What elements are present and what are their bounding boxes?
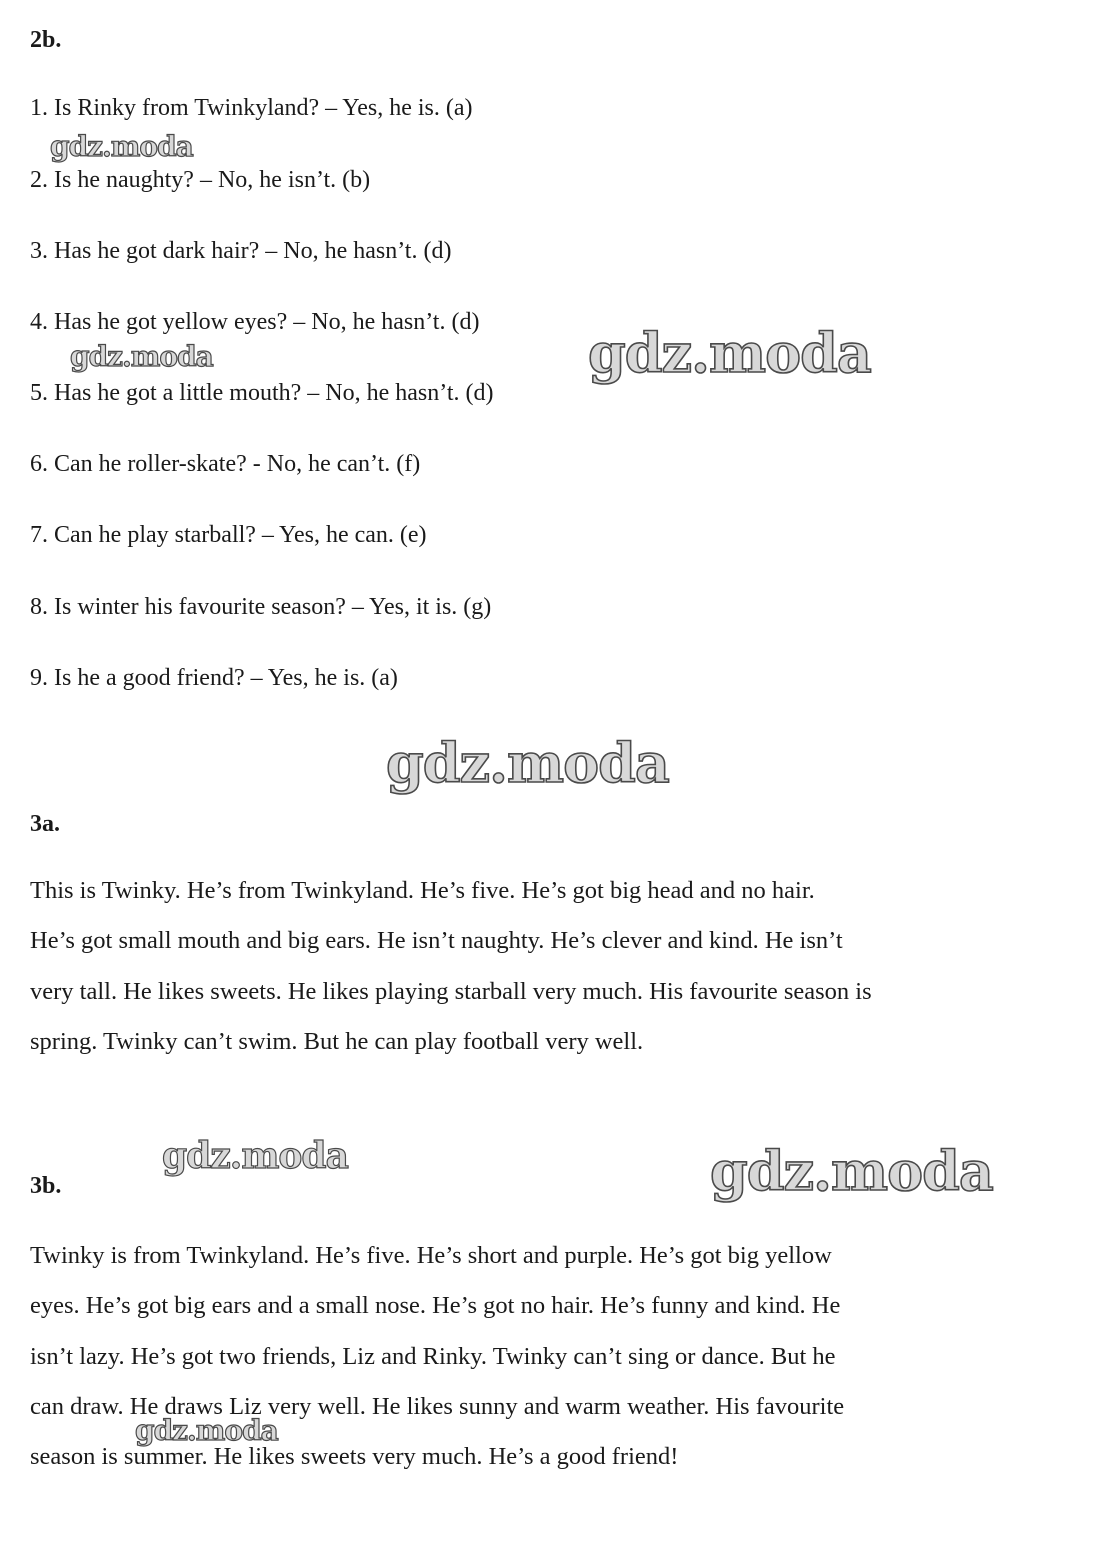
qa-item-9: 9. Is he a good friend? – Yes, he is. (a) xyxy=(30,665,398,691)
paragraph-line: very tall. He likes sweets. He likes playing starball very much. His favourite season is xyxy=(30,977,872,1005)
watermark: gdz.moda xyxy=(386,731,669,795)
watermark: gdz.moda xyxy=(162,1135,348,1177)
paragraph-line: This is Twinky. He’s from Twinkyland. He’s five. He’s got big head and no hair. xyxy=(30,877,815,904)
watermark: gdz.moda xyxy=(710,1139,993,1203)
section-3a-heading: 3a. xyxy=(30,811,60,837)
qa-item-1: 1. Is Rinky from Twinkyland? – Yes, he is. (a) xyxy=(30,95,473,121)
qa-item-8: 8. Is winter his favourite season? – Yes, it is. (g) xyxy=(30,594,492,620)
watermark: gdz.moda xyxy=(50,130,193,163)
qa-item-7: 7. Can he play starball? – Yes, he can. (e) xyxy=(30,522,427,548)
paragraph-line: spring. Twinky can’t swim. But he can play football very well. xyxy=(30,1027,644,1055)
watermark: gdz.moda xyxy=(70,340,213,373)
qa-item-4: 4. Has he got yellow eyes? – No, he hasn’t. (d) xyxy=(30,309,480,335)
paragraph-line: He’s got small mouth and big ears. He isn’t naughty. He’s clever and kind. He isn’t xyxy=(30,927,843,955)
watermark: gdz.moda xyxy=(588,321,871,385)
paragraph-line: Twinky is from Twinkyland. He’s five. He’s short and purple. He’s got big yellow xyxy=(30,1242,832,1269)
section-3b-heading: 3b. xyxy=(30,1173,62,1199)
paragraph-line: eyes. He’s got big ears and a small nose. He’s got no hair. He’s funny and kind. He xyxy=(30,1292,841,1320)
qa-item-3: 3. Has he got dark hair? – No, he hasn’t. (d) xyxy=(30,238,452,264)
section-2b-heading: 2b. xyxy=(30,27,62,53)
paragraph-line: season is summer. He likes sweets very much. He’s a good friend! xyxy=(30,1443,679,1471)
paragraph-line: can draw. He draws Liz very well. He likes sunny and warm weather. His favourite xyxy=(30,1392,845,1420)
qa-item-5: 5. Has he got a little mouth? – No, he hasn’t. (d) xyxy=(30,380,494,406)
watermark: gdz.moda xyxy=(135,1414,278,1447)
qa-item-6: 6. Can he roller-skate? - No, he can’t. (f) xyxy=(30,451,421,477)
qa-item-2: 2. Is he naughty? – No, he isn’t. (b) xyxy=(30,167,371,193)
section-3a-paragraph xyxy=(30,866,1040,1067)
paragraph-line: isn’t lazy. He’s got two friends, Liz and Rinky. Twinky can’t sing or dance. But he xyxy=(30,1342,836,1370)
